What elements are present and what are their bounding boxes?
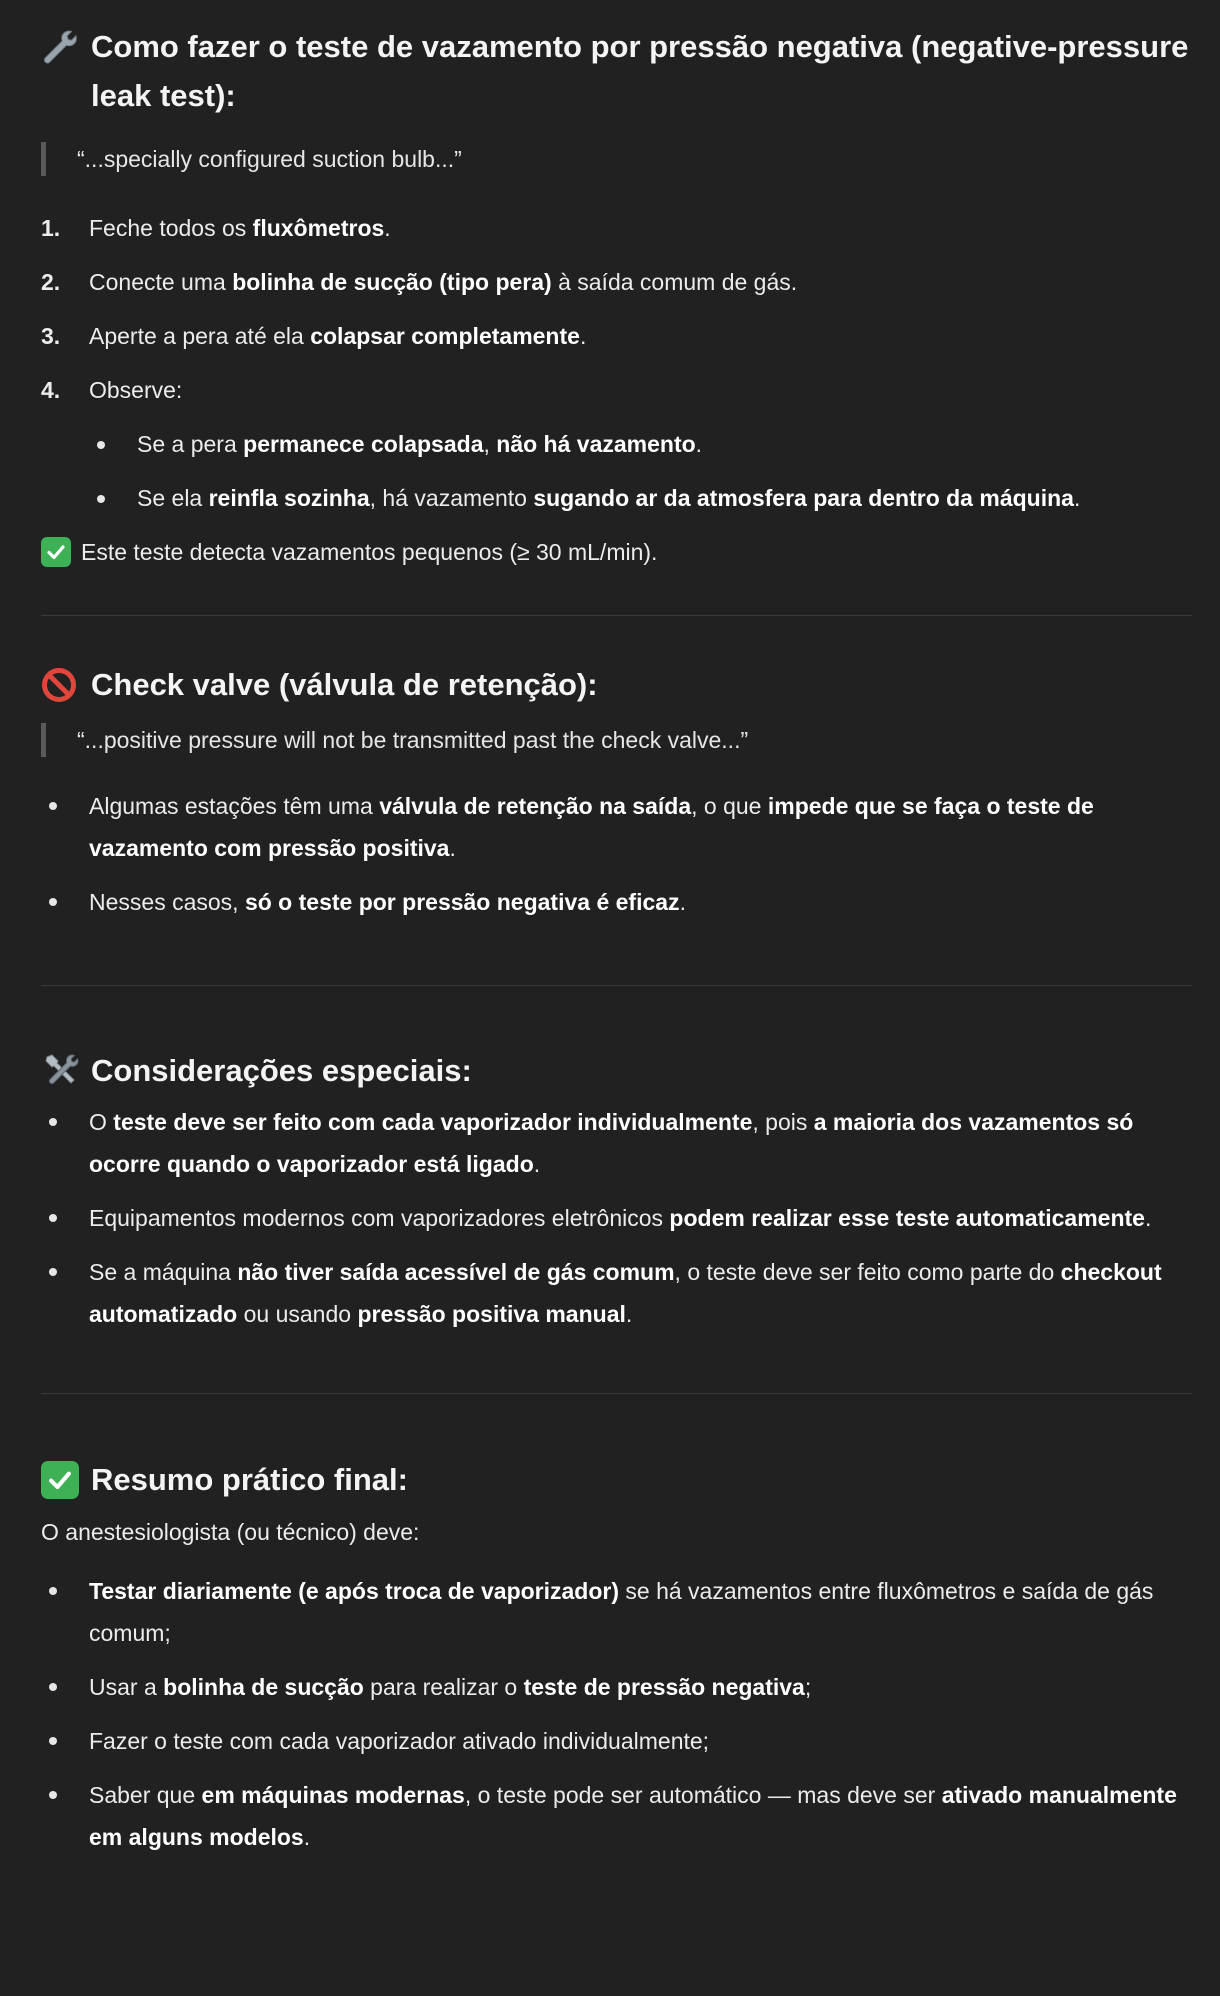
list-item: [41, 1774, 1192, 1858]
bullet-text: [89, 881, 686, 923]
divider: [41, 1393, 1192, 1394]
step-number: 3.: [41, 323, 61, 349]
section-title: Resumo prático final:: [91, 1462, 408, 1497]
bold-text: podem realizar esse teste automaticamente: [669, 1205, 1145, 1231]
text-segment: .: [533, 1151, 541, 1177]
bold-text: só o teste por pressão negativa é eficaz: [244, 889, 680, 915]
text-segment: se há vazamentos entre fluxômetros e saída de gás comum;: [89, 1578, 1154, 1646]
bold-text: permanece colapsada: [243, 431, 484, 457]
list-item: [41, 1666, 1192, 1708]
list-item: [41, 320, 1192, 352]
note-text: Este teste detecta vazamentos pequenos (≥ 30 mL/min).: [81, 539, 658, 565]
check-mark-button-icon: [41, 537, 71, 567]
bold-text: sugando ar da atmosfera para dentro da máquina: [533, 485, 1074, 511]
divider: [41, 615, 1192, 616]
bullet-text: [89, 1570, 1192, 1654]
bold-text: não tiver saída acessível de gás comum: [237, 1259, 675, 1285]
bullet-text: [137, 428, 702, 460]
summary-intro: O anestesiologista (ou técnico) deve:: [41, 1519, 420, 1545]
section-heading-special-considerations: [41, 1046, 1192, 1095]
text-segment: Usar a: [89, 1674, 164, 1700]
bullet-list: [41, 785, 1192, 923]
text-segment: .: [384, 215, 391, 241]
bullet: [41, 1720, 89, 1762]
section-heading-leak-test: [41, 22, 1192, 120]
step-text: [89, 374, 182, 406]
bold-text: colapsar completamente: [310, 323, 580, 349]
bullet-text: [89, 1251, 1192, 1335]
text-segment: .: [1073, 485, 1081, 511]
bullet: [41, 1666, 89, 1708]
bold-text: a maioria dos vazamentos só ocorre quando o vaporizador está ligado: [89, 1109, 1134, 1177]
section-heading-summary: [41, 1455, 1192, 1504]
text-segment: .: [1144, 1205, 1152, 1231]
list-item: [41, 1197, 1192, 1239]
text-segment: Nesses casos,: [89, 889, 245, 915]
bullet: [41, 1197, 89, 1239]
text-segment: , pois: [752, 1109, 814, 1135]
note-line: [41, 536, 1192, 568]
section-heading-check-valve: [41, 660, 1192, 709]
text-segment: .: [303, 1824, 311, 1850]
list-item: [41, 374, 1192, 536]
bullet: [89, 428, 137, 460]
sub-list: [89, 428, 1192, 536]
bold-text: teste deve ser feito com cada vaporizador individualmente: [113, 1109, 753, 1135]
text-segment: Se ela: [137, 485, 209, 511]
bullet-list: [41, 1570, 1192, 1858]
bold-text: não há vazamento: [496, 431, 696, 457]
text-segment: O: [89, 1109, 114, 1135]
text-segment: ou usando: [237, 1301, 358, 1327]
bold-text: teste de pressão negativa: [523, 1674, 805, 1700]
bold-text: reinfla sozinha: [208, 485, 370, 511]
blockquote: “...specially configured suction bulb...”: [41, 142, 1192, 176]
section-title: Considerações especiais:: [91, 1053, 472, 1088]
blockquote: “...positive pressure will not be transmitted past the check valve...”: [41, 723, 1192, 757]
step-text: [89, 320, 586, 352]
list-item: [89, 428, 1192, 460]
list-item: [89, 482, 1192, 514]
bold-text: válvula de retenção na saída: [379, 793, 692, 819]
text-segment: .: [579, 323, 587, 349]
bullet-text: [137, 482, 1080, 514]
steps-list: [41, 212, 1192, 536]
bullet-text: [89, 1720, 709, 1762]
text-segment: ,: [483, 431, 497, 457]
bullet-text: [89, 1774, 1192, 1858]
text-segment: Observe:: [89, 377, 183, 403]
text-segment: .: [449, 835, 456, 861]
list-item: [41, 881, 1192, 923]
text-segment: Feche todos os: [89, 215, 253, 241]
prohibited-icon: [41, 660, 81, 709]
bullet-text: [89, 1101, 1192, 1185]
text-segment: Conecte uma: [89, 269, 233, 295]
bullet: [89, 482, 137, 514]
text-segment: , o teste deve ser feito como parte do: [674, 1259, 1061, 1285]
text-segment: Aperte a pera até ela: [89, 323, 311, 349]
text-segment: Algumas estações têm uma: [89, 793, 380, 819]
bold-text: checkout automatizado: [89, 1259, 1162, 1327]
step-text: [89, 212, 391, 244]
text-segment: .: [695, 431, 703, 457]
bullet-list: [41, 1101, 1192, 1335]
check-mark-button-icon: [41, 1455, 81, 1504]
list-item: [41, 212, 1192, 244]
text-segment: , o que: [691, 793, 768, 819]
text-segment: , o teste pode ser automático — mas deve ser: [464, 1782, 942, 1808]
list-item: [41, 1101, 1192, 1185]
list-item: [41, 1570, 1192, 1654]
divider: [41, 985, 1192, 986]
step-number: 1.: [41, 215, 61, 241]
step-number: 2.: [41, 269, 61, 295]
text-segment: Se a pera: [137, 431, 244, 457]
list-item: [41, 1251, 1192, 1335]
wrench-icon: [41, 22, 81, 71]
bold-text: pressão positiva manual: [357, 1301, 626, 1327]
bold-text: bolinha de sucção: [163, 1674, 364, 1700]
list-item: [41, 1720, 1192, 1762]
bold-text: ativado manualmente em alguns modelos: [89, 1782, 1177, 1850]
bullet-text: [89, 1666, 811, 1708]
text-segment: , há vazamento: [369, 485, 534, 511]
bold-text: fluxômetros: [252, 215, 385, 241]
text-segment: à saída comum de gás.: [551, 269, 798, 295]
list-item: [41, 266, 1192, 298]
bold-text: impede que se faça o teste de vazamento com pressão positiva: [89, 793, 1094, 861]
text-segment: para realizar o: [363, 1674, 524, 1700]
bullet-text: [89, 1197, 1151, 1239]
bullet: [41, 1774, 89, 1858]
bullet: [41, 1101, 89, 1185]
bullet: [41, 1570, 89, 1654]
bold-text: bolinha de sucção (tipo pera): [232, 269, 552, 295]
bullet-text: [89, 785, 1192, 869]
hammer-and-wrench-icon: [41, 1046, 81, 1095]
text-segment: Se a máquina: [89, 1259, 238, 1285]
section-title: Check valve (válvula de retenção):: [91, 667, 598, 702]
bullet: [41, 881, 89, 923]
text-segment: .: [625, 1301, 633, 1327]
text-segment: Equipamentos modernos com vaporizadores eletrônicos: [89, 1205, 670, 1231]
text-segment: .: [679, 889, 686, 915]
bullet: [41, 785, 89, 869]
bold-text: em máquinas modernas: [201, 1782, 465, 1808]
step-number: 4.: [41, 377, 61, 403]
step-text: [89, 266, 797, 298]
bold-text: Testar diariamente (e após troca de vaporizador): [89, 1578, 620, 1604]
bullet: [41, 1251, 89, 1335]
text-segment: Fazer o teste com cada vaporizador ativado individualmente;: [89, 1728, 710, 1754]
text-segment: Saber que: [89, 1782, 202, 1808]
section-title: Como fazer o teste de vazamento por pressão negativa (negative-pressure leak test):: [91, 29, 1189, 113]
text-segment: ;: [804, 1674, 812, 1700]
list-item: [41, 785, 1192, 869]
